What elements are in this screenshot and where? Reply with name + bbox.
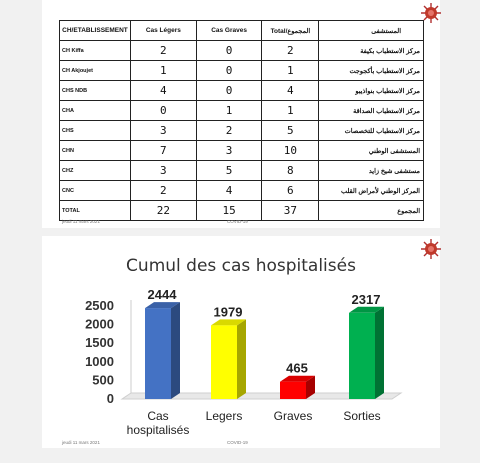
cell-establishment: CHN <box>60 141 131 161</box>
cell-light: 3 <box>130 121 196 141</box>
header-hospital-arabic: المستشفى <box>319 21 424 41</box>
table-row <box>60 201 424 221</box>
cell-total: 2 <box>262 41 319 61</box>
cell-light: 22 <box>130 201 196 221</box>
cell-arabic-name: المستشفى الوطني <box>319 141 424 161</box>
bar-chart <box>42 236 440 448</box>
table-slide <box>42 0 440 228</box>
cell-total: 1 <box>262 101 319 121</box>
cell-light: 2 <box>130 181 196 201</box>
cell-light: 7 <box>130 141 196 161</box>
cell-severe: 2 <box>196 121 262 141</box>
data-label: 2317 <box>351 291 381 307</box>
cell-arabic-name: مركز الاستطباب الصداقة <box>319 101 424 121</box>
y-tick-label: 2000 <box>85 316 114 332</box>
header-total: Total/المجموع <box>262 21 319 41</box>
cell-arabic-name: مركز الاستطباب للتخصصات <box>319 121 424 141</box>
cell-total: 5 <box>262 121 319 141</box>
slide-date: jeudi 11 mars 2021 <box>62 440 100 445</box>
header-severe-cases: Cas Graves <box>196 21 262 41</box>
table-row <box>60 161 424 181</box>
cell-severe: 0 <box>196 81 262 101</box>
slide-footer: COVID-19 <box>227 219 248 224</box>
table-header-row <box>60 21 424 41</box>
cell-total: 1 <box>262 61 319 81</box>
cell-severe: 0 <box>196 61 262 81</box>
cell-light: 4 <box>130 81 196 101</box>
data-label: 465 <box>286 360 308 376</box>
cell-light: 2 <box>130 41 196 61</box>
category-label: Legers <box>205 409 243 423</box>
category-label: Cas hospitalisés <box>126 409 190 437</box>
cell-total: 8 <box>262 161 319 181</box>
cell-severe: 5 <box>196 161 262 181</box>
bar <box>211 319 246 399</box>
bar <box>145 302 180 399</box>
category-label: Graves <box>273 409 313 423</box>
data-label: 2444 <box>147 287 177 303</box>
cell-light: 3 <box>130 161 196 181</box>
table-row <box>60 141 424 161</box>
cell-establishment: CNC <box>60 181 131 201</box>
cell-establishment: TOTAL <box>60 201 131 221</box>
y-tick-label: 1000 <box>85 353 114 369</box>
header-light-cases: Cas Légers <box>130 21 196 41</box>
category-label: Sorties <box>343 409 381 423</box>
cell-arabic-name: مستشفى شيخ زايد <box>319 161 424 181</box>
cell-total: 10 <box>262 141 319 161</box>
y-tick-label: 2500 <box>85 298 114 313</box>
hospital-cases-table <box>59 20 424 221</box>
cell-arabic-name: المركز الوطني لأمراض القلب <box>319 181 424 201</box>
table-row <box>60 121 424 141</box>
cell-establishment: CHA <box>60 101 131 121</box>
bar <box>280 376 315 399</box>
cell-arabic-name: مركز الاستطباب بنواذيبو <box>319 81 424 101</box>
cell-total: 37 <box>262 201 319 221</box>
cell-light: 0 <box>130 101 196 121</box>
table-row <box>60 61 424 81</box>
cell-total: 6 <box>262 181 319 201</box>
y-tick-label: 0 <box>106 391 114 406</box>
cell-severe: 4 <box>196 181 262 201</box>
cell-total: 4 <box>262 81 319 101</box>
cell-arabic-name: مركز الاستطباب بكيفة <box>319 41 424 61</box>
cell-establishment: CH Akjoujet <box>60 61 131 81</box>
cell-establishment: CHS NDB <box>60 81 131 101</box>
table-row <box>60 41 424 61</box>
chart-slide <box>42 236 440 448</box>
header-establishment: CH/ETABLISSEMENT <box>60 21 131 41</box>
table-row <box>60 101 424 121</box>
chart-title: Cumul des cas hospitalisés <box>126 256 356 276</box>
cell-arabic-name: مركز الاستطباب بأكجوجت <box>319 61 424 81</box>
cell-light: 1 <box>130 61 196 81</box>
cell-arabic-name: المجموع <box>319 201 424 221</box>
cell-establishment: CH Kiffa <box>60 41 131 61</box>
y-tick-label: 500 <box>92 372 114 388</box>
cell-severe: 3 <box>196 141 262 161</box>
data-label: 1979 <box>213 304 243 320</box>
y-tick-label: 1500 <box>85 335 114 351</box>
slide-date: jeudi 11 mars 2021 <box>62 219 100 224</box>
cell-establishment: CHS <box>60 121 131 141</box>
cell-severe: 0 <box>196 41 262 61</box>
cell-establishment: CHZ <box>60 161 131 181</box>
slide-footer: COVID-19 <box>227 440 248 445</box>
cell-severe: 15 <box>196 201 262 221</box>
cell-severe: 1 <box>196 101 262 121</box>
table-row <box>60 181 424 201</box>
bar <box>349 307 384 399</box>
table-row <box>60 81 424 101</box>
